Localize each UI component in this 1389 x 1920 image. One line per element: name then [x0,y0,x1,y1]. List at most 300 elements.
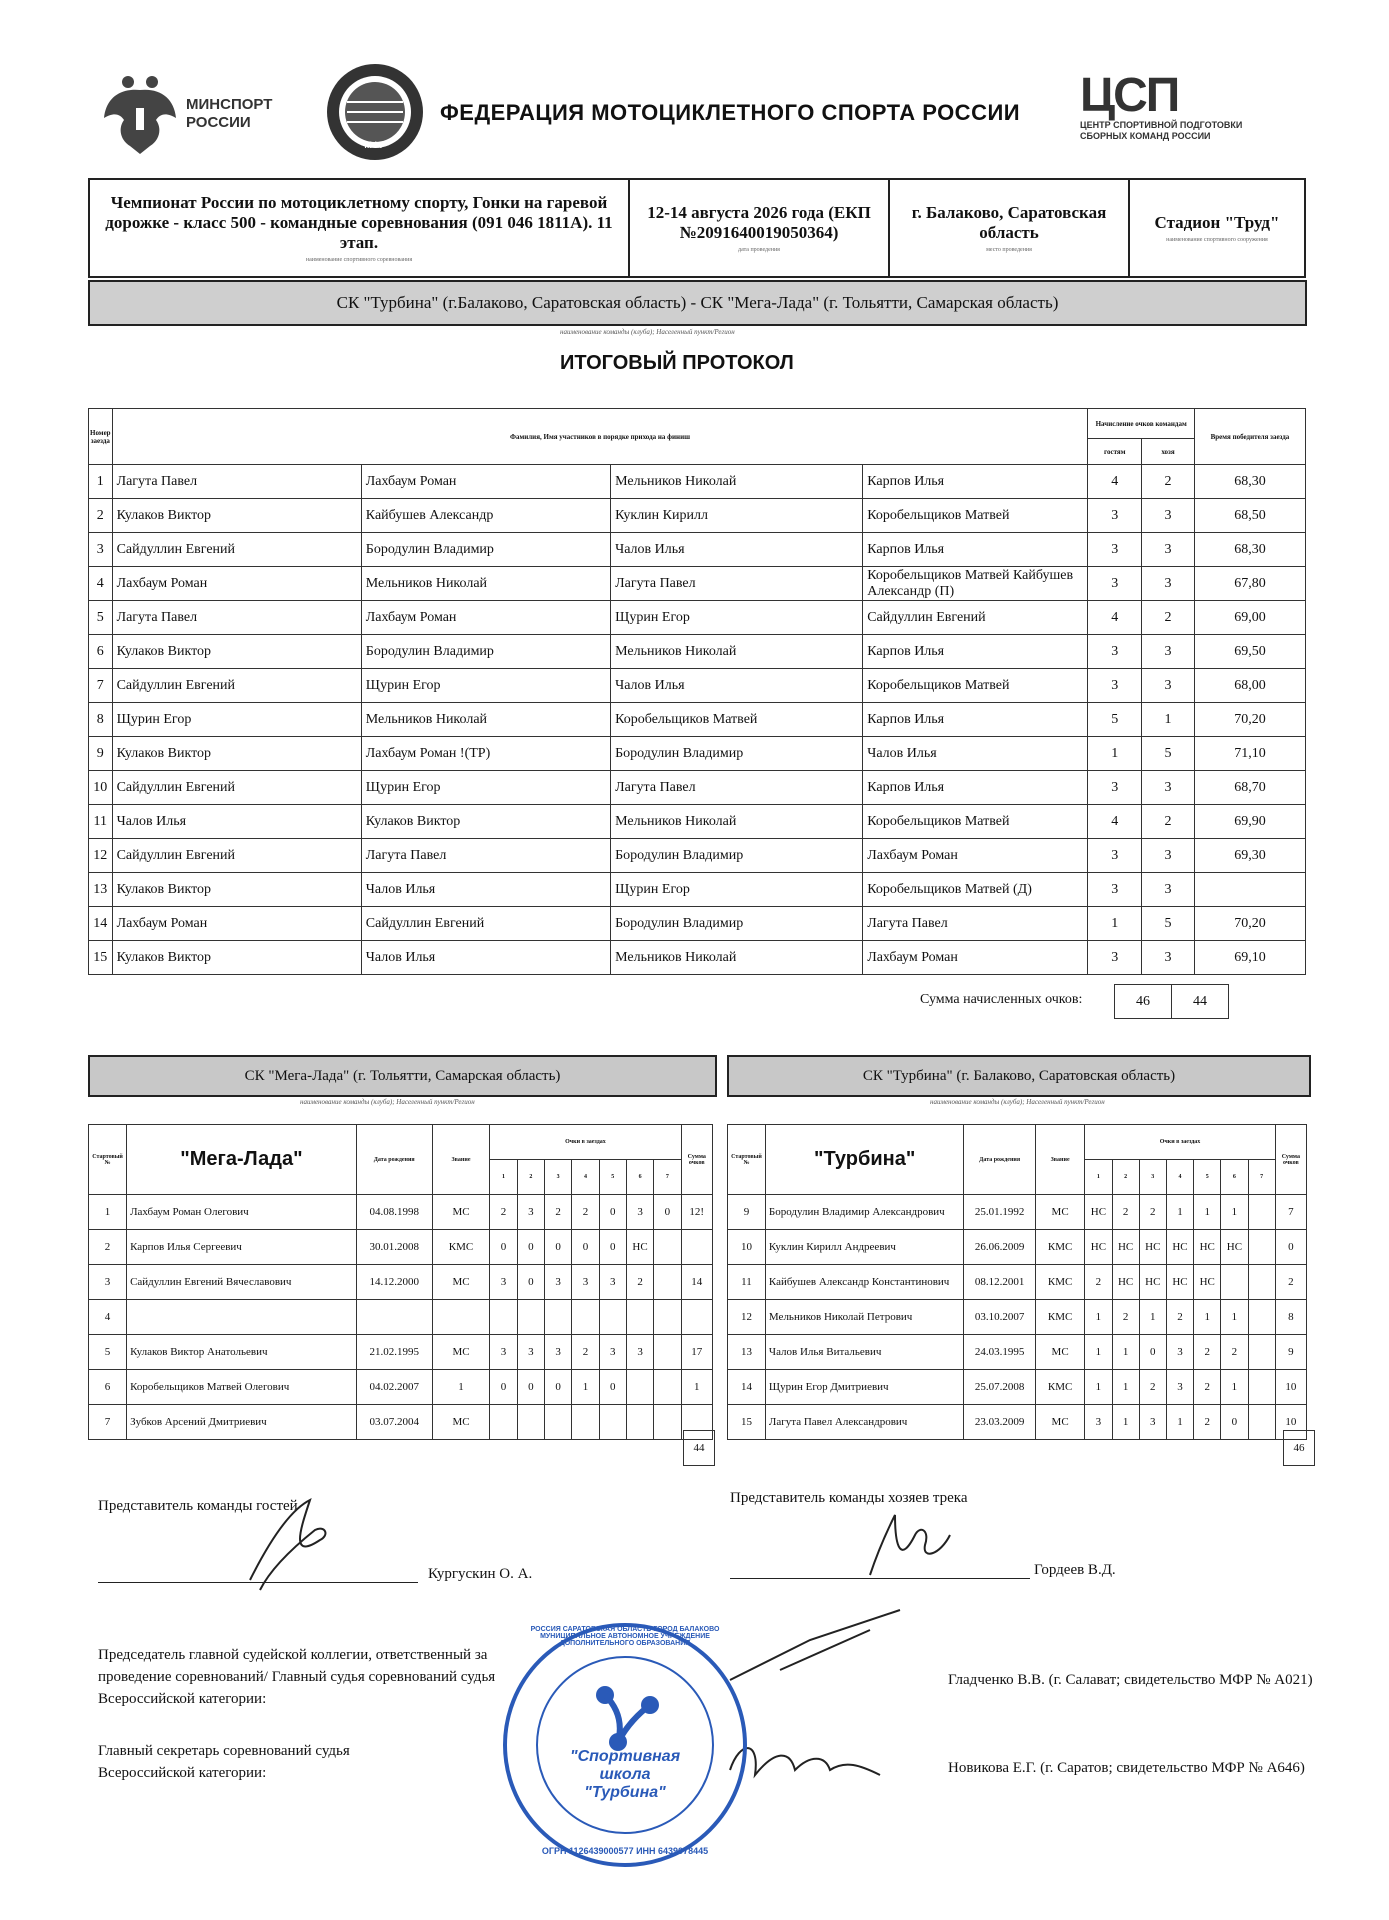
guest-rep-name: Кургускин О. А. [428,1566,533,1582]
rider-place-4: Карпов Илья [863,703,1088,737]
rider-rank: МС [432,1265,490,1300]
rider-dob: 25.01.1992 [964,1195,1036,1230]
rider-place-4: Карпов Илья [863,771,1088,805]
host-points: 5 [1142,737,1195,771]
heat-points: 1 [1085,1370,1112,1405]
heat-points: 3 [490,1335,517,1370]
rider-place-3: Бородулин Владимир [611,907,863,941]
heat-points [517,1300,544,1335]
heat-row [89,839,1306,873]
heat-points: 0 [544,1230,571,1265]
heat-results-table [88,408,1306,975]
rider-place-1: Кулаков Виктор [112,499,361,533]
rider-place-2: Сайдуллин Евгений [361,907,610,941]
rider-place-1: Щурин Егор [112,703,361,737]
rider-place-4: Чалов Илья [863,737,1088,771]
heat-row [89,499,1306,533]
col-hosts: хозя [1142,439,1195,465]
heat-points: 2 [1112,1195,1139,1230]
turbina-total-table [1283,1430,1315,1466]
rider-place-2: Чалов Илья [361,941,610,975]
heat-number: 7 [89,669,113,703]
heat-col-header: 6 [626,1160,653,1195]
rider-place-3: Щурин Егор [611,601,863,635]
secretary-label: Главный секретарь соревнований судья Всероссийской категории: [98,1743,350,1781]
heat-points: 2 [1194,1405,1221,1440]
host-points: 3 [1142,873,1195,907]
rider-total: 2 [1275,1265,1306,1300]
roster-row [89,1300,713,1335]
host-points: 3 [1142,771,1195,805]
heat-number: 6 [89,635,113,669]
chief-name: Гладченко В.В. (г. Салават; свидетельство МФР № А021) [948,1672,1313,1688]
rider-name: Бородулин Владимир Александрович [765,1195,963,1230]
turbina-roster-table [727,1124,1307,1440]
heat-points: 2 [626,1265,653,1300]
guest-points: 4 [1088,805,1142,839]
winner-time: 70,20 [1194,907,1305,941]
heat-row [89,465,1306,499]
rider-name: Лагута Павел Александрович [765,1405,963,1440]
rider-name: Кулаков Виктор Анатольевич [127,1335,357,1370]
csp-caption-1: ЦЕНТР СПОРТИВНОЙ ПОДГОТОВКИ [1080,120,1243,130]
heat-col-header: 4 [1166,1160,1193,1195]
rider-dob: 23.03.2009 [964,1405,1036,1440]
rider-dob: 24.03.1995 [964,1335,1036,1370]
rider-total [681,1300,712,1335]
rider-total: 9 [1275,1335,1306,1370]
rider-name: Кайбушев Александр Константинович [765,1265,963,1300]
heat-points: 3 [544,1335,571,1370]
heat-col-header: 1 [490,1160,517,1195]
heat-points: НС [626,1230,653,1265]
winner-time: 69,90 [1194,805,1305,839]
roster-row [728,1230,1307,1265]
start-number: 10 [728,1230,766,1265]
heat-col-header: 3 [544,1160,571,1195]
heat-row [89,703,1306,737]
heat-points: 1 [1221,1300,1248,1335]
rider-total: 14 [681,1265,712,1300]
host-points: 3 [1142,567,1195,601]
heat-points: 1 [1139,1300,1166,1335]
rider-name [127,1300,357,1335]
event-title: Чемпионат России по мотоциклетному спорту, Гонки на гаревой дорожке - класс 500 - командные соревнования (091 046 1811А). 11 этап. [105,193,613,252]
match-teams-band [88,280,1307,326]
roster-row [728,1265,1307,1300]
heat-points [1248,1300,1275,1335]
roster-row [89,1195,713,1230]
rider-rank: МС [1035,1335,1084,1370]
heat-points: 1 [1085,1300,1112,1335]
start-number: 6 [89,1370,127,1405]
heat-points [517,1405,544,1440]
rider-name: Щурин Егор Дмитриевич [765,1370,963,1405]
event-dates-cell: 12-14 августа 2026 года (ЕКП №2091640019050364) дата проведения [629,179,889,277]
heat-points: 2 [1166,1300,1193,1335]
heat-row [89,635,1306,669]
roster-row [728,1370,1307,1405]
rider-place-2: Щурин Егор [361,771,610,805]
turbina-col-total: Сумма очков [1275,1125,1306,1195]
heat-number: 11 [89,805,113,839]
heat-points [1248,1405,1275,1440]
heat-points [1248,1370,1275,1405]
event-city-cell: г. Балаково, Саратовская область место проведения [889,179,1129,277]
turbina-total: 46 [1284,1431,1315,1466]
rider-place-2: Щурин Егор [361,669,610,703]
host-points: 3 [1142,635,1195,669]
guest-points: 3 [1088,635,1142,669]
heat-points [490,1405,517,1440]
heat-points: НС [1112,1265,1139,1300]
turbina-caption: наименование команды (клуба); Населенный пункт/Регион [930,1098,1105,1106]
rider-rank: МС [432,1405,490,1440]
rider-place-1: Лагута Павел [112,601,361,635]
rider-place-1: Лахбаум Роман [112,567,361,601]
winner-time: 68,50 [1194,499,1305,533]
heat-col-header: 7 [654,1160,681,1195]
start-number: 1 [89,1195,127,1230]
chief-signature-icon [720,1600,920,1690]
heat-points: НС [1085,1230,1112,1265]
winner-time: 68,30 [1194,533,1305,567]
guest-points: 3 [1088,533,1142,567]
heat-row [89,567,1306,601]
heat-points: 2 [1139,1195,1166,1230]
rider-dob: 03.07.2004 [356,1405,432,1440]
rider-name: Коробельщиков Матвей Олегович [127,1370,357,1405]
winner-time: 71,10 [1194,737,1305,771]
host-points: 1 [1142,703,1195,737]
roster-row [89,1265,713,1300]
heat-points [1248,1335,1275,1370]
heat-number: 4 [89,567,113,601]
col-guests: гостям [1088,439,1142,465]
heat-points: 3 [1166,1335,1193,1370]
svg-text:МФР: МФР [364,140,386,150]
heat-row [89,907,1306,941]
winner-time: 69,00 [1194,601,1305,635]
rider-place-4: Коробельщиков Матвей [863,669,1088,703]
rider-place-2: Кайбушев Александр [361,499,610,533]
rider-place-2: Мельников Николай [361,703,610,737]
rider-name: Лахбаум Роман Олегович [127,1195,357,1230]
host-rep-label: Представитель команды хозяев трека [730,1490,968,1506]
heat-points [544,1300,571,1335]
heat-points: 0 [544,1370,571,1405]
guest-rep-label: Представитель команды гостей [98,1498,298,1514]
rider-total: 0 [1275,1230,1306,1265]
heat-points: 2 [544,1195,571,1230]
event-dates: 12-14 августа 2026 года (ЕКП №2091640019050364) [647,203,871,242]
host-points: 3 [1142,669,1195,703]
rider-dob: 26.06.2009 [964,1230,1036,1265]
rider-place-3: Мельников Николай [611,635,863,669]
roster-row [728,1195,1307,1230]
host-points: 2 [1142,601,1195,635]
heat-points [654,1230,681,1265]
heat-col-header: 5 [599,1160,626,1195]
heat-points: 3 [1166,1370,1193,1405]
heat-points: 2 [572,1335,599,1370]
rider-place-3: Куклин Кирилл [611,499,863,533]
rider-place-4: Карпов Илья [863,465,1088,499]
rider-rank: КМС [1035,1230,1084,1265]
start-number: 5 [89,1335,127,1370]
heat-points [1248,1195,1275,1230]
rider-place-1: Лагута Павел [112,465,361,499]
protocol-title: ИТОГОВЫЙ ПРОТОКОЛ [560,352,794,374]
host-points: 5 [1142,907,1195,941]
winner-time: 68,70 [1194,771,1305,805]
heat-points: 3 [1085,1405,1112,1440]
rider-rank: МС [432,1195,490,1230]
heat-points: 3 [517,1335,544,1370]
rider-total: 10 [1275,1405,1306,1440]
rider-total [681,1230,712,1265]
heat-points: НС [1112,1230,1139,1265]
rider-place-3: Лагута Павел [611,567,863,601]
heat-points: 1 [572,1370,599,1405]
rider-total: 8 [1275,1300,1306,1335]
heat-points: 3 [626,1195,653,1230]
heat-points: 3 [572,1265,599,1300]
host-points: 3 [1142,941,1195,975]
event-title-cell: Чемпионат России по мотоциклетному спорту, Гонки на гаревой дорожке - класс 500 - командные соревнования (091 046 1811А). 11 этап. наименование спортивного соревнования [89,179,629,277]
rider-place-1: Сайдуллин Евгений [112,669,361,703]
rider-rank [432,1300,490,1335]
col-names: Фамилия, Имя участников в порядке прихода на финиш [112,409,1088,465]
stamp-line-3: "Турбина" [584,1784,666,1801]
winner-time: 69,30 [1194,839,1305,873]
rider-total: 10 [1275,1370,1306,1405]
mega-col-dob: Дата рождения [356,1125,432,1195]
heat-row [89,669,1306,703]
guest-rep-signature-icon [230,1480,350,1600]
guest-points: 4 [1088,601,1142,635]
rider-place-2: Кулаков Виктор [361,805,610,839]
heat-points: 0 [1139,1335,1166,1370]
rider-place-1: Кулаков Виктор [112,873,361,907]
heat-col-header: 7 [1248,1160,1275,1195]
heat-points: 1 [1194,1195,1221,1230]
start-number: 11 [728,1265,766,1300]
heat-points: 2 [1194,1335,1221,1370]
heat-points [599,1405,626,1440]
heat-points: 3 [599,1335,626,1370]
csp-logo-text: ЦСП [1080,69,1179,122]
host-rep-signature-icon [860,1505,960,1585]
rider-place-4: Лахбаум Роман [863,839,1088,873]
rider-rank: КМС [1035,1300,1084,1335]
heat-row [89,737,1306,771]
match-teams: СК "Турбина" (г.Балаково, Саратовская область) - СК "Мега-Лада" (г. Тольятти, Самарская область) [336,293,1059,312]
start-number: 15 [728,1405,766,1440]
secretary-name: Новикова Е.Г. (г. Саратов; свидетельство МФР № А646) [948,1760,1305,1776]
rider-place-4: Карпов Илья [863,635,1088,669]
rider-rank: МС [432,1335,490,1370]
guest-points: 3 [1088,873,1142,907]
mega-col-heats: Очки в заездах [490,1125,681,1160]
rider-place-2: Бородулин Владимир [361,533,610,567]
start-number: 7 [89,1405,127,1440]
heat-points: 2 [490,1195,517,1230]
rider-place-2: Чалов Илья [361,873,610,907]
mfr-emblem-icon [325,62,425,162]
heat-row [89,873,1306,907]
host-points: 3 [1142,533,1195,567]
heat-points: 2 [1139,1370,1166,1405]
mega-total: 44 [684,1431,715,1466]
roster-row [728,1335,1307,1370]
heat-points: 3 [599,1265,626,1300]
guest-points: 3 [1088,941,1142,975]
heat-points: НС [1139,1230,1166,1265]
host-points: 3 [1142,499,1195,533]
guest-points: 1 [1088,737,1142,771]
rider-place-3: Мельников Николай [611,465,863,499]
minsport-logo [100,68,300,158]
rider-name: Зубков Арсений Дмитриевич [127,1405,357,1440]
ministry-line-1: МИНСПОРТ [186,96,273,113]
rider-place-1: Чалов Илья [112,805,361,839]
mega-caption: наименование команды (клуба); Населенный пункт/Регион [300,1098,475,1106]
heat-points [572,1405,599,1440]
rider-dob: 08.12.2001 [964,1265,1036,1300]
rider-dob [356,1300,432,1335]
rider-place-3: Лагута Павел [611,771,863,805]
rider-place-2: Бородулин Владимир [361,635,610,669]
heat-points [1221,1265,1248,1300]
heat-points [544,1405,571,1440]
heat-points: 2 [1085,1265,1112,1300]
federation-title: ФЕДЕРАЦИЯ МОТОЦИКЛЕТНОГО СПОРТА РОССИИ [440,100,1021,125]
heat-number: 5 [89,601,113,635]
mega-team-name: "Мега-Лада" [127,1125,357,1195]
heat-number: 8 [89,703,113,737]
sum-guests: 46 [1115,985,1172,1019]
event-venue: Стадион "Труд" [1154,213,1280,232]
mega-total-table [683,1430,715,1466]
ministry-line-2: РОССИИ [186,114,251,131]
heat-points [1248,1230,1275,1265]
heat-points: 0 [1221,1405,1248,1440]
heat-points: 3 [626,1335,653,1370]
heat-number: 12 [89,839,113,873]
rider-place-2: Лахбаум Роман [361,601,610,635]
rider-place-1: Лахбаум Роман [112,907,361,941]
heat-col-header: 4 [572,1160,599,1195]
host-points: 3 [1142,839,1195,873]
rider-name: Куклин Кирилл Андреевич [765,1230,963,1265]
heat-points: 0 [490,1230,517,1265]
rider-place-3: Бородулин Владимир [611,839,863,873]
heat-points [490,1300,517,1335]
heat-number: 14 [89,907,113,941]
heat-points: 1 [1166,1405,1193,1440]
event-venue-cell: Стадион "Труд" наименование спортивного сооружения [1129,179,1305,277]
heat-points: 0 [490,1370,517,1405]
col-points: Начисление очков командам [1088,409,1195,439]
heat-row [89,941,1306,975]
roster-row [89,1405,713,1440]
heat-points: 3 [490,1265,517,1300]
stamp-ring-text: РОССИЯ САРАТОВСКАЯ ОБЛАСТЬ ГОРОД БАЛАКОВО МУНИЦИПАЛЬНОЕ АВТОНОМНОЕ УЧРЕЖДЕНИЕ ДОПОЛНИТЕЛЬНОГО ОБРАЗОВАНИЯ [530,1626,720,1647]
heat-points [599,1300,626,1335]
heat-points: 0 [517,1265,544,1300]
heat-points: 1 [1112,1370,1139,1405]
heat-points: 0 [599,1230,626,1265]
event-info-table [88,178,1306,278]
roster-row [89,1370,713,1405]
heat-number: 2 [89,499,113,533]
heat-col-header: 6 [1221,1160,1248,1195]
winner-time: 67,80 [1194,567,1305,601]
rider-place-4: Коробельщиков Матвей Кайбушев Александр (П) [863,567,1088,601]
chief-label: Председатель главной судейской коллегии, ответственный за проведение соревнований/ Главный судья соревнований судья Всероссийской категории: [98,1647,496,1707]
roster-row [728,1405,1307,1440]
rider-total: 17 [681,1335,712,1370]
heat-number: 10 [89,771,113,805]
col-heat-num: Номер заезда [89,409,113,465]
rider-dob: 14.12.2000 [356,1265,432,1300]
rider-total: 1 [681,1370,712,1405]
heat-number: 3 [89,533,113,567]
roster-row [89,1230,713,1265]
mega-col-num: Стартовый № [89,1125,127,1195]
winner-time: 70,20 [1194,703,1305,737]
heat-col-header: 2 [517,1160,544,1195]
rider-place-4: Сайдуллин Евгений [863,601,1088,635]
heat-number: 1 [89,465,113,499]
start-number: 12 [728,1300,766,1335]
heat-points [626,1405,653,1440]
heat-points: НС [1194,1265,1221,1300]
rider-total: 7 [1275,1195,1306,1230]
mega-col-rank: Звание [432,1125,490,1195]
sum-hosts: 44 [1172,985,1229,1019]
rider-rank: КМС [1035,1370,1084,1405]
heat-points [626,1300,653,1335]
heat-row [89,771,1306,805]
sum-table [1114,984,1229,1019]
heat-points: 2 [1221,1335,1248,1370]
stamp-center [570,1748,680,1802]
winner-time: 69,50 [1194,635,1305,669]
stamp-ids: ОГРН 1126439000577 ИНН 6439078445 [541,1846,709,1856]
heat-points: 0 [599,1195,626,1230]
rider-place-2: Мельников Николай [361,567,610,601]
heat-number: 13 [89,873,113,907]
school-stamp [500,1620,750,1870]
heat-points: 2 [572,1195,599,1230]
guest-points: 3 [1088,567,1142,601]
heat-points: 3 [1139,1405,1166,1440]
rider-place-3: Мельников Николай [611,941,863,975]
sum-label: Сумма начисленных очков: [920,992,1083,1007]
heat-points: 3 [544,1265,571,1300]
rider-place-2: Лахбаум Роман !(ТР) [361,737,610,771]
heat-points: 0 [654,1195,681,1230]
winner-time: 69,10 [1194,941,1305,975]
mega-band-text: СК "Мега-Лада" (г. Тольятти, Самарская область) [244,1067,561,1084]
rider-place-1: Кулаков Виктор [112,941,361,975]
winner-time [1194,873,1305,907]
rider-dob: 03.10.2007 [964,1300,1036,1335]
heat-row [89,601,1306,635]
stamp-line-1: "Спортивная [570,1748,681,1765]
